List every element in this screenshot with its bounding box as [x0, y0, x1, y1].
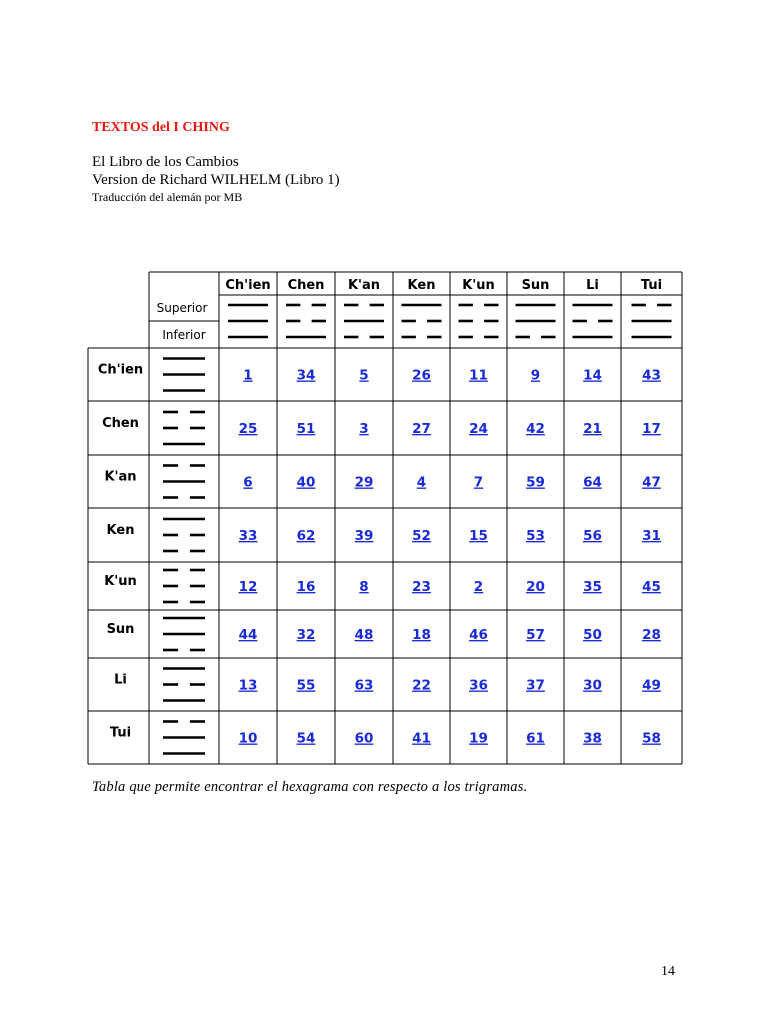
- subtitle-book: El Libro de los Cambios: [92, 154, 239, 170]
- column-header: K'an: [347, 278, 381, 293]
- row-header: Sun: [106, 622, 135, 637]
- row-trigram-icon: [163, 669, 205, 701]
- hexagram-link[interactable]: 48: [354, 627, 374, 643]
- hexagram-link[interactable]: 63: [354, 677, 374, 694]
- table-caption: Tabla que permite encontrar el hexagrama con respecto a los trigramas.: [92, 779, 528, 795]
- hexagram-link[interactable]: 1: [243, 367, 253, 384]
- column-header: Ch'ien: [225, 278, 271, 293]
- column-trigram-icon: [632, 305, 672, 337]
- hexagram-link[interactable]: 33: [238, 528, 258, 544]
- row-trigram-icon: [163, 570, 205, 602]
- hexagram-link[interactable]: 21: [583, 421, 602, 437]
- hexagram-link[interactable]: 38: [583, 730, 602, 747]
- hexagram-link[interactable]: 46: [469, 627, 488, 643]
- row-header: Ch'ien: [97, 362, 144, 378]
- hexagram-link[interactable]: 13: [238, 677, 258, 694]
- document-title: TEXTOS del I CHING: [92, 120, 230, 135]
- row-trigram-icon: [163, 722, 205, 754]
- hexagram-link[interactable]: 57: [526, 627, 545, 643]
- hexagram-link[interactable]: 18: [412, 627, 431, 643]
- hexagram-link[interactable]: 32: [296, 627, 316, 643]
- hexagram-link[interactable]: 4: [416, 474, 427, 491]
- hexagram-link[interactable]: 20: [526, 579, 545, 595]
- hexagram-link[interactable]: 50: [583, 627, 602, 643]
- column-trigram-icon: [516, 305, 556, 337]
- row-header: Ken: [106, 523, 135, 538]
- hexagram-link[interactable]: 36: [469, 677, 488, 694]
- hexagram-link[interactable]: 40: [296, 474, 316, 491]
- hexagram-link[interactable]: 27: [412, 421, 431, 437]
- inferior-label: Inferior: [162, 328, 206, 342]
- hexagram-link[interactable]: 44: [238, 627, 258, 643]
- row-trigram-icon: [163, 519, 205, 551]
- row-header: Li: [114, 672, 127, 688]
- hexagram-link[interactable]: 2: [473, 579, 484, 595]
- superior-label: Superior: [156, 301, 208, 315]
- subtitle-translation: Traducción del alemán por MB: [92, 190, 243, 204]
- hexagram-link[interactable]: 42: [526, 421, 545, 437]
- hexagram-link[interactable]: 31: [642, 528, 661, 544]
- hexagram-link[interactable]: 62: [296, 528, 316, 544]
- hexagram-link[interactable]: 59: [526, 474, 545, 491]
- column-trigram-icon: [573, 305, 613, 337]
- hexagram-link[interactable]: 24: [469, 421, 488, 437]
- column-header: Tui: [640, 278, 663, 293]
- hexagram-link[interactable]: 30: [583, 677, 602, 694]
- hexagram-link[interactable]: 61: [526, 730, 545, 747]
- hexagram-link[interactable]: 55: [296, 677, 316, 694]
- hexagram-link[interactable]: 10: [238, 730, 258, 747]
- hexagram-link[interactable]: 16: [296, 579, 316, 595]
- hexagram-link[interactable]: 7: [473, 474, 484, 491]
- hexagram-link[interactable]: 17: [642, 421, 661, 437]
- hexagram-link[interactable]: 14: [583, 367, 602, 384]
- row-header: K'an: [104, 469, 137, 485]
- hexagram-link[interactable]: 58: [642, 730, 661, 747]
- hexagram-link[interactable]: 35: [583, 579, 602, 595]
- hexagram-link[interactable]: 51: [296, 421, 316, 437]
- column-header: Chen: [287, 278, 325, 293]
- subtitle-version: Version de Richard WILHELM (Libro 1): [92, 172, 340, 188]
- column-header: K'un: [462, 278, 495, 293]
- row-trigram-icon: [163, 466, 205, 498]
- hexagram-link[interactable]: 29: [354, 474, 374, 491]
- hexagram-link[interactable]: 43: [642, 367, 661, 384]
- row-header: Chen: [102, 416, 139, 431]
- hexagram-link[interactable]: 8: [359, 579, 369, 595]
- hexagram-link[interactable]: 39: [354, 528, 374, 544]
- hexagram-link[interactable]: 26: [412, 367, 431, 384]
- hexagram-link[interactable]: 54: [296, 730, 316, 747]
- hexagram-link[interactable]: 64: [583, 474, 602, 491]
- hexagram-link[interactable]: 22: [412, 677, 431, 694]
- row-header: K'un: [104, 574, 137, 589]
- hexagram-link[interactable]: 60: [354, 730, 374, 747]
- hexagram-link[interactable]: 25: [238, 421, 258, 437]
- hexagram-link[interactable]: 37: [526, 677, 545, 694]
- hexagram-link[interactable]: 3: [359, 421, 369, 437]
- hexagram-link[interactable]: 9: [530, 367, 541, 384]
- column-header: Sun: [521, 278, 550, 293]
- hexagram-link[interactable]: 49: [642, 677, 661, 694]
- row-trigram-icon: [163, 359, 205, 391]
- hexagram-link[interactable]: 28: [642, 627, 661, 643]
- hexagram-link[interactable]: 23: [412, 579, 431, 595]
- hexagram-link[interactable]: 45: [642, 579, 661, 595]
- hexagram-link[interactable]: 12: [238, 579, 258, 595]
- column-header: Li: [586, 278, 599, 293]
- hexagram-link[interactable]: 41: [412, 730, 431, 747]
- hexagram-link[interactable]: 6: [243, 474, 253, 491]
- hexagram-link[interactable]: 15: [469, 528, 488, 544]
- column-trigram-icon: [459, 305, 499, 337]
- hexagram-link[interactable]: 19: [469, 730, 488, 747]
- row-trigram-icon: [163, 618, 205, 650]
- hexagram-link[interactable]: 34: [296, 367, 316, 384]
- hexagram-link[interactable]: 47: [642, 474, 661, 491]
- hexagram-link[interactable]: 56: [583, 528, 602, 544]
- hexagram-link[interactable]: 52: [412, 528, 431, 544]
- hexagram-link[interactable]: 11: [469, 367, 488, 384]
- hexagram-link[interactable]: 5: [359, 367, 369, 384]
- column-trigram-icon: [286, 305, 326, 337]
- row-header: Tui: [109, 725, 132, 741]
- row-trigram-icon: [163, 412, 205, 444]
- hexagram-link[interactable]: 53: [526, 528, 545, 544]
- column-trigram-icon: [344, 305, 384, 337]
- column-trigram-icon: [402, 305, 442, 337]
- column-header: Ken: [407, 278, 436, 293]
- column-trigram-icon: [228, 305, 268, 337]
- page-number: 14: [661, 964, 675, 979]
